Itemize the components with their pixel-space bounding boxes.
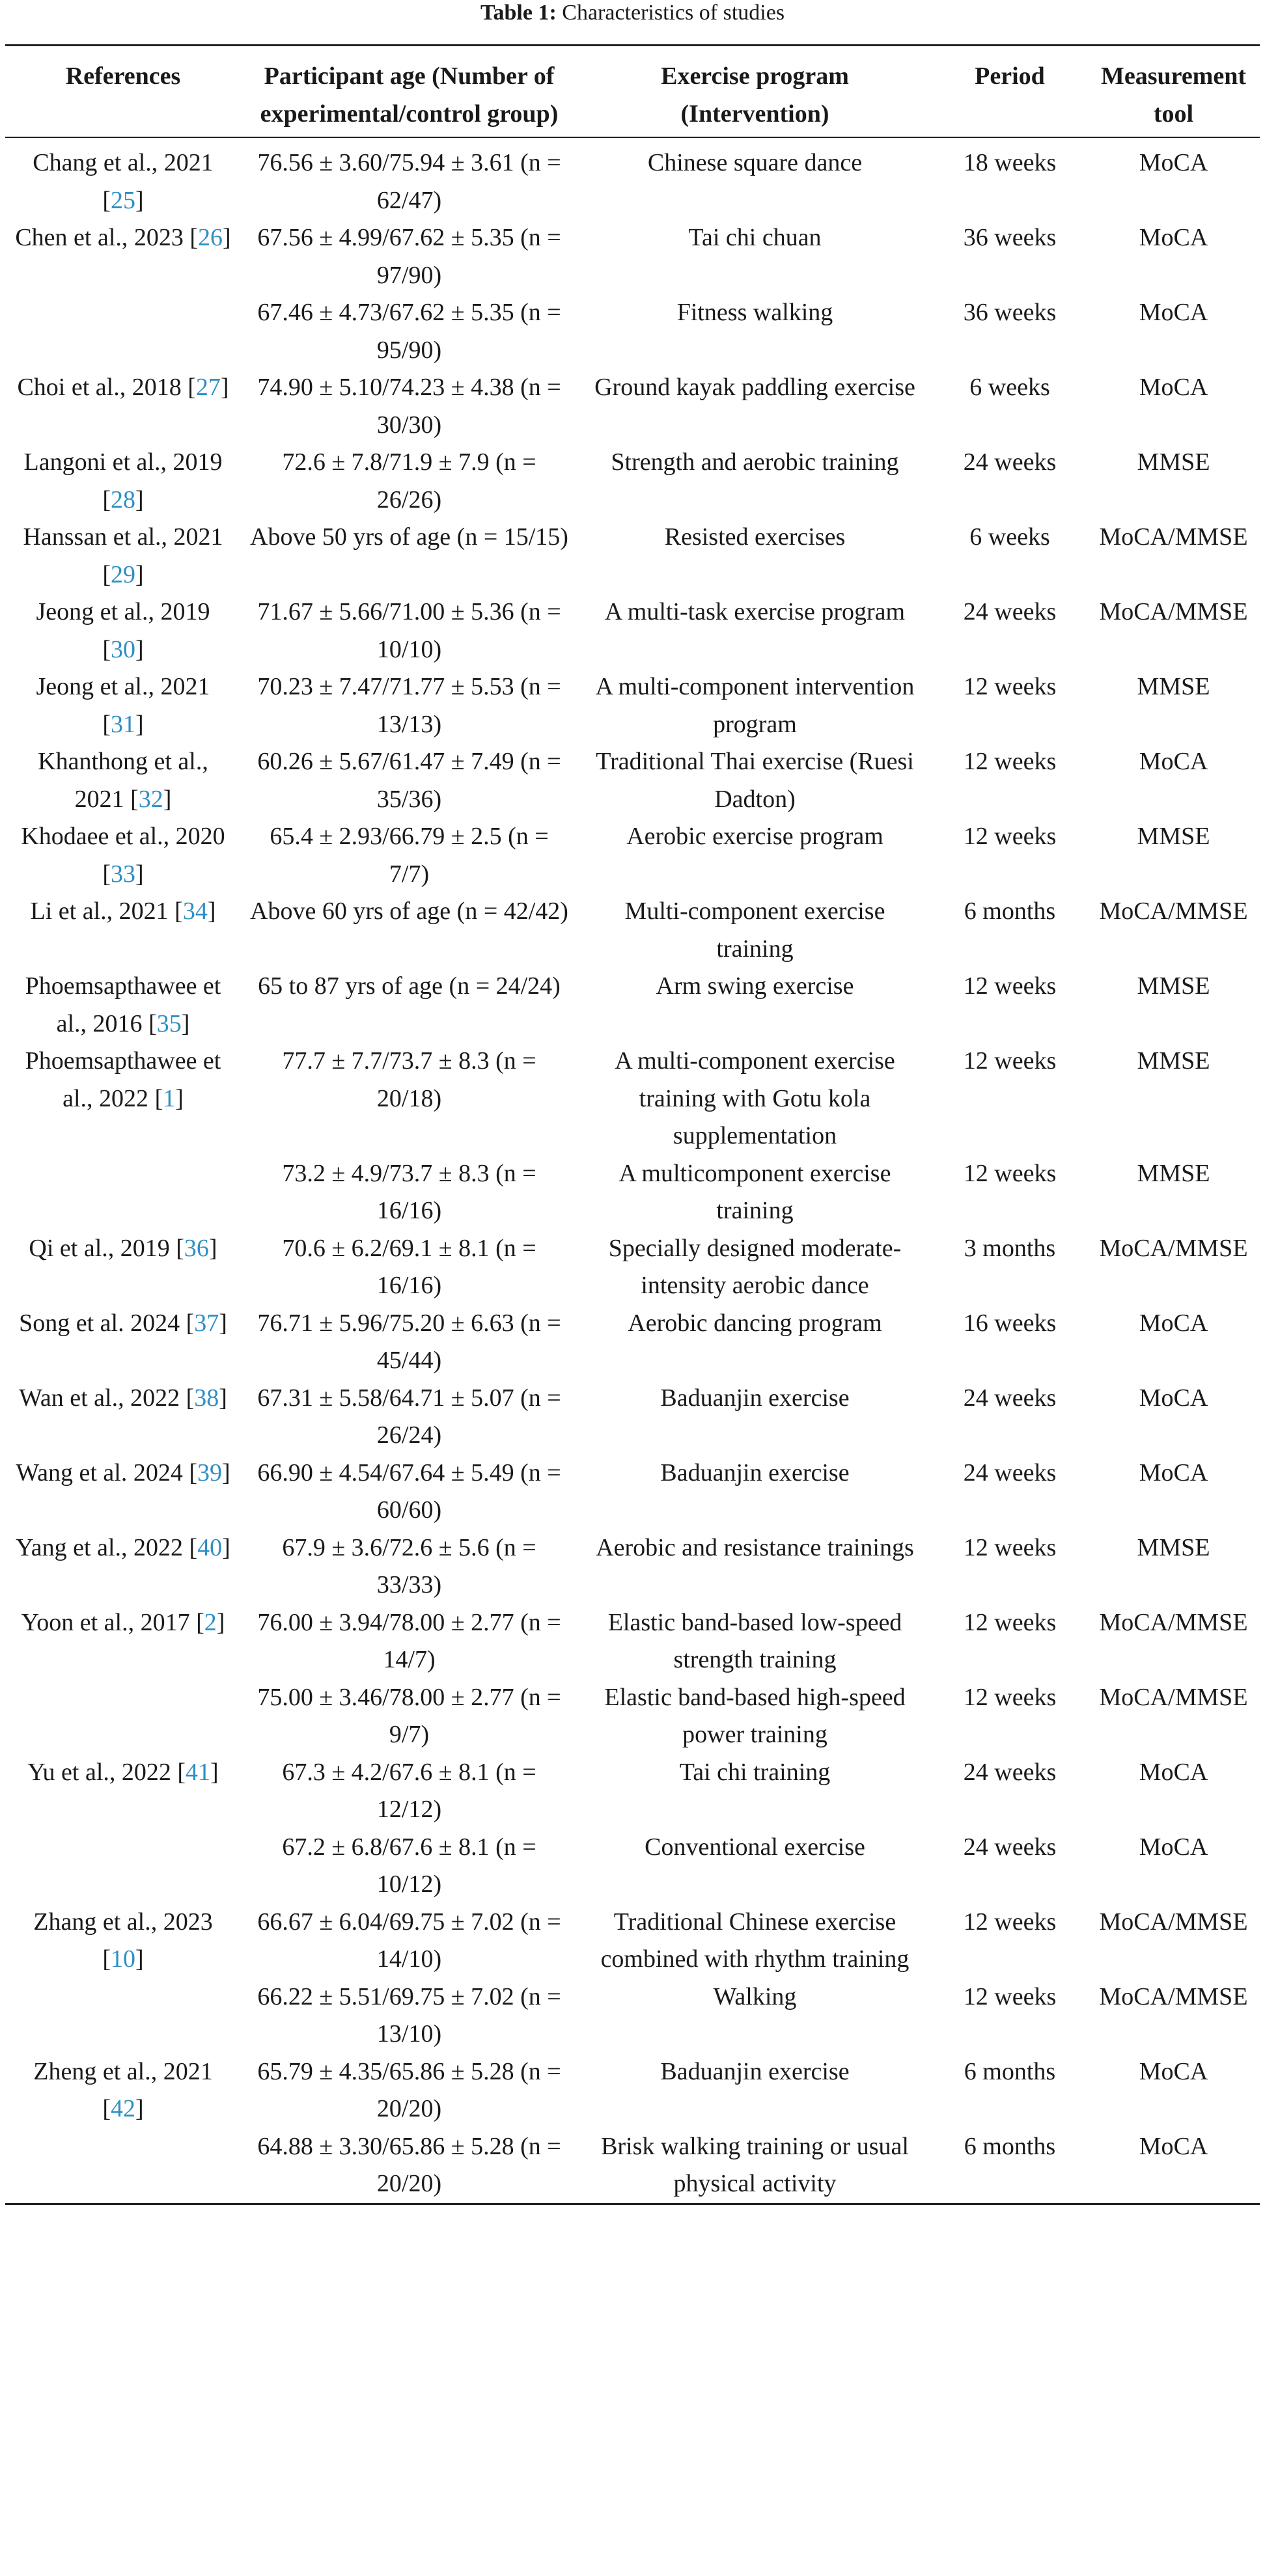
cell-reference: Qi et al., 2019 [36] [29,1234,217,1262]
header-period: Period [975,62,1045,90]
cell-reference [5,1679,241,1754]
cell-measurement-tool: MoCA/MMSE [1099,1234,1248,1262]
cell-exercise-program: Multi-component exercise training [624,897,885,963]
reference-text: Li et al., 2021 [30,897,169,925]
cell-period: 24 weeks [963,1833,1057,1861]
cell-measurement-tool: MoCA/MMSE [1099,1908,1248,1936]
header-participant-age: Participant age (Number of experimental/control group) [260,62,559,128]
cell-period: 12 weeks [963,1608,1057,1636]
cell-participant-age: Above 60 yrs of age (n = 42/42) [250,897,568,925]
cell-period: 24 weeks [963,1384,1057,1412]
cell-period: 12 weeks [963,823,1057,850]
table-row [5,968,1260,1043]
cell-exercise-program: A multi-component exercise training with Gotu kola supplementation [615,1047,895,1149]
cell-reference: Zheng et al., 2021 [42] [33,2057,213,2122]
table-row [5,1380,1260,1455]
cell-participant-age: 66.67 ± 6.04/69.75 ± 7.02 (n = 14/10) [257,1908,561,1973]
cell-reference: Song et al. 2024 [37] [19,1309,227,1337]
reference-text: Yang et al., 2022 [16,1533,184,1561]
table-row [5,743,1260,818]
cell-measurement-tool: MoCA [1139,149,1208,176]
header-exercise-program: Exercise program (Intervention) [661,62,849,128]
cell-measurement-tool: MoCA/MMSE [1099,1683,1248,1711]
citation-link[interactable]: 38 [194,1384,219,1412]
cell-reference: Langoni et al., 2019 [28] [23,448,223,514]
reference-text: Khanthong et al., 2021 [38,748,208,813]
cell-period: 16 weeks [963,1309,1057,1337]
cell-exercise-program: Walking [713,1982,797,2010]
citation-link[interactable]: 27 [195,374,221,401]
cell-reference [5,1829,241,1904]
reference-text: Song et al. 2024 [19,1309,180,1337]
cell-exercise-program: A multi-component intervention program [595,673,915,738]
table-row [5,1904,1260,1979]
table-row [5,137,1260,219]
table-row [5,444,1260,519]
cell-measurement-tool: MoCA [1139,2057,1208,2085]
table-row [5,369,1260,444]
cell-participant-age: 65 to 87 yrs of age (n = 24/24) [258,972,561,1000]
cell-reference: Choi et al., 2018 [27] [17,374,229,401]
reference-text: Langoni et al., 2019 [23,448,223,476]
table-row [5,2128,1260,2204]
table-row [5,1604,1260,1679]
cell-exercise-program: Brisk walking training or usual physical activity [601,2132,909,2197]
cell-reference [5,2128,241,2204]
cell-measurement-tool: MoCA [1139,1459,1208,1487]
cell-period: 6 weeks [969,523,1050,551]
cell-measurement-tool: MoCA [1139,1758,1208,1786]
cell-exercise-program: Tai chi training [679,1758,831,1786]
cell-reference: Jeong et al., 2021 [31] [36,673,210,738]
cell-measurement-tool: MoCA/MMSE [1099,897,1248,925]
cell-exercise-program: Tai chi chuan [688,224,822,251]
citation-link[interactable]: 34 [182,897,208,925]
cell-measurement-tool: MMSE [1137,1047,1210,1075]
cell-measurement-tool: MMSE [1137,1533,1210,1561]
cell-participant-age: 67.2 ± 6.8/67.6 ± 8.1 (n = 10/12) [282,1833,536,1898]
cell-period: 24 weeks [963,1758,1057,1786]
citation-link[interactable]: 37 [194,1309,219,1337]
table-row [5,1679,1260,1754]
cell-exercise-program: Aerobic exercise program [626,823,883,850]
reference-text: Zhang et al., 2023 [33,1908,213,1936]
reference-text: Jeong et al., 2019 [36,598,210,625]
cell-measurement-tool: MoCA [1139,748,1208,775]
citation-link[interactable]: 10 [111,1945,135,1973]
citation-link[interactable]: 29 [111,560,135,588]
cell-period: 12 weeks [963,748,1057,775]
cell-reference: Chang et al., 2021 [25] [33,149,214,214]
cell-participant-age: 75.00 ± 3.46/78.00 ± 2.77 (n = 9/7) [257,1683,561,1748]
caption-text: Characteristics of studies [562,1,785,25]
citation-link[interactable]: 31 [111,710,135,738]
cell-period: 12 weeks [963,972,1057,1000]
cell-reference: Yang et al., 2022 [40] [16,1533,230,1561]
cell-exercise-program: Baduanjin exercise [660,1459,850,1487]
citation-link[interactable]: 33 [111,860,135,888]
cell-period: 6 weeks [969,374,1050,401]
cell-participant-age: 70.23 ± 7.47/71.77 ± 5.53 (n = 13/13) [257,673,561,738]
citation-link[interactable]: 39 [197,1459,223,1487]
table-row [5,1529,1260,1604]
cell-participant-age: 67.3 ± 4.2/67.6 ± 8.1 (n = 12/12) [282,1758,536,1823]
cell-period: 12 weeks [963,1047,1057,1075]
table-row [5,1455,1260,1529]
citation-link[interactable]: 1 [163,1084,176,1112]
reference-text: Yoon et al., 2017 [21,1608,190,1636]
cell-reference: Yu et al., 2022 [41] [27,1758,219,1786]
cell-measurement-tool: MoCA [1139,2132,1208,2160]
cell-measurement-tool: MoCA [1139,1384,1208,1412]
cell-measurement-tool: MMSE [1137,673,1210,700]
reference-text: Phoemsapthawee et al., 2016 [25,972,221,1037]
citation-link[interactable]: 32 [138,785,163,813]
cell-period: 36 weeks [963,224,1057,251]
table-row [5,2053,1260,2128]
cell-period: 24 weeks [963,1459,1057,1487]
header-measurement-tool: Measurement tool [1100,62,1246,128]
reference-text: Zheng et al., 2021 [33,2057,213,2085]
cell-measurement-tool: MMSE [1137,1159,1210,1187]
cell-exercise-program: Elastic band-based low-speed strength training [607,1608,902,1673]
cell-participant-age: 73.2 ± 4.9/73.7 ± 8.3 (n = 16/16) [282,1159,536,1224]
citation-link[interactable]: 28 [111,486,135,514]
cell-reference: Khodaee et al., 2020 [33] [21,823,225,888]
table-row [5,1155,1260,1230]
cell-participant-age: 74.90 ± 5.10/74.23 ± 4.38 (n = 30/30) [257,374,561,439]
cell-period: 12 weeks [963,1533,1057,1561]
reference-text: Qi et al., 2019 [29,1234,170,1262]
table-row [5,1979,1260,2053]
cell-measurement-tool: MoCA/MMSE [1099,1982,1248,2010]
cell-period: 6 months [964,2057,1056,2085]
cell-measurement-tool: MMSE [1137,972,1210,1000]
table-row [5,1305,1260,1380]
cell-reference: Jeong et al., 2019 [30] [36,598,210,663]
cell-exercise-program: Baduanjin exercise [660,1384,850,1412]
characteristics-table [5,44,1260,2205]
cell-exercise-program: Aerobic dancing program [628,1309,882,1337]
cell-reference: Wan et al., 2022 [38] [19,1384,227,1412]
cell-measurement-tool: MoCA [1139,224,1208,251]
table-body [5,137,1260,2204]
table-caption [0,0,1265,31]
cell-period: 12 weeks [963,673,1057,700]
cell-period: 36 weeks [963,299,1057,326]
cell-period: 24 weeks [963,448,1057,476]
table-row [5,893,1260,968]
reference-text: Chen et al., 2023 [15,224,184,251]
cell-measurement-tool: MoCA [1139,374,1208,401]
cell-participant-age: 70.6 ± 6.2/69.1 ± 8.1 (n = 16/16) [282,1234,536,1299]
header-row [5,46,1260,138]
cell-exercise-program: Traditional Thai exercise (Ruesi Dadton) [596,748,914,813]
cell-exercise-program: Arm swing exercise [656,972,854,1000]
cell-exercise-program: Baduanjin exercise [660,2057,850,2085]
cell-reference [5,1979,241,2053]
cell-period: 6 months [964,897,1056,925]
reference-text: Hanssan et al., 2021 [23,523,223,551]
cell-participant-age: 66.90 ± 4.54/67.64 ± 5.49 (n = 60/60) [257,1459,561,1524]
cell-participant-age: 76.00 ± 3.94/78.00 ± 2.77 (n = 14/7) [257,1608,561,1673]
cell-reference [5,1155,241,1230]
citation-link[interactable]: 42 [111,2095,135,2122]
cell-measurement-tool: MoCA [1139,299,1208,326]
cell-exercise-program: Specially designed moderate-intensity aerobic dance [608,1234,902,1299]
header-references: References [65,62,181,90]
cell-exercise-program: A multicomponent exercise training [619,1159,891,1224]
cell-participant-age: 67.56 ± 4.99/67.62 ± 5.35 (n = 97/90) [257,224,561,289]
citation-link[interactable]: 41 [186,1758,211,1786]
cell-exercise-program: Strength and aerobic training [611,448,899,476]
cell-reference: Yoon et al., 2017 [2] [21,1608,225,1636]
cell-participant-age: 65.79 ± 4.35/65.86 ± 5.28 (n = 20/20) [257,2057,561,2122]
cell-reference: Khanthong et al., 2021 [32] [38,748,208,813]
cell-measurement-tool: MoCA [1139,1309,1208,1337]
cell-participant-age: 65.4 ± 2.93/66.79 ± 2.5 (n = 7/7) [270,823,549,888]
cell-period: 12 weeks [963,1982,1057,2010]
cell-period: 18 weeks [963,149,1057,176]
reference-text: Khodaee et al., 2020 [21,823,225,850]
reference-text: Jeong et al., 2021 [36,673,210,700]
citation-link[interactable]: 40 [197,1533,223,1561]
reference-text: Chang et al., 2021 [33,149,214,176]
cell-period: 24 weeks [963,598,1057,625]
cell-participant-age: 66.22 ± 5.51/69.75 ± 7.02 (n = 13/10) [257,1982,561,2048]
table-row [5,594,1260,668]
cell-reference: Phoemsapthawee et al., 2016 [35] [25,972,221,1037]
citation-link[interactable]: 2 [204,1608,217,1636]
cell-period: 12 weeks [963,1159,1057,1187]
table-row [5,519,1260,594]
table-row [5,818,1260,893]
cell-participant-age: 67.31 ± 5.58/64.71 ± 5.07 (n = 26/24) [257,1384,561,1449]
table-row [5,294,1260,369]
table-row [5,1829,1260,1904]
table-row [5,1043,1260,1155]
cell-participant-age: 72.6 ± 7.8/71.9 ± 7.9 (n = 26/26) [282,448,536,514]
cell-measurement-tool: MMSE [1137,823,1210,850]
cell-participant-age: 76.71 ± 5.96/75.20 ± 6.63 (n = 45/44) [257,1309,561,1374]
cell-participant-age: 77.7 ± 7.7/73.7 ± 8.3 (n = 20/18) [282,1047,536,1112]
cell-measurement-tool: MoCA/MMSE [1099,1608,1248,1636]
table-row [5,668,1260,743]
cell-exercise-program: Conventional exercise [645,1833,865,1861]
table-row [5,1754,1260,1829]
cell-exercise-program: Resisted exercises [664,523,846,551]
reference-text: Wang et al. 2024 [16,1459,183,1487]
cell-measurement-tool: MMSE [1137,448,1210,476]
cell-period: 12 weeks [963,1683,1057,1711]
cell-reference: Phoemsapthawee et al., 2022 [1] [25,1047,221,1112]
cell-measurement-tool: MoCA/MMSE [1099,598,1248,625]
reference-text: Yu et al., 2022 [27,1758,171,1786]
cell-participant-age: 76.56 ± 3.60/75.94 ± 3.61 (n = 62/47) [257,149,561,214]
cell-measurement-tool: MoCA/MMSE [1099,523,1248,551]
reference-text: Wan et al., 2022 [19,1384,180,1412]
cell-reference: Wang et al. 2024 [39] [16,1459,230,1487]
citation-link[interactable]: 35 [156,1009,182,1037]
cell-period: 3 months [964,1234,1056,1262]
cell-period: 6 months [964,2132,1056,2160]
cell-participant-age: 67.9 ± 3.6/72.6 ± 5.6 (n = 33/33) [282,1533,536,1598]
citation-link[interactable]: 26 [198,224,223,251]
cell-exercise-program: Ground kayak paddling exercise [594,374,915,401]
citation-link[interactable]: 25 [111,186,135,214]
cell-reference: Zhang et al., 2023 [10] [33,1908,213,1973]
cell-exercise-program: Traditional Chinese exercise combined with rhythm training [600,1908,910,1973]
cell-participant-age: 71.67 ± 5.66/71.00 ± 5.36 (n = 10/10) [257,598,561,663]
cell-reference [5,294,241,369]
cell-exercise-program: A multi-task exercise program [604,598,906,625]
cell-exercise-program: Fitness walking [676,299,833,326]
caption-label: Table 1: [480,1,557,25]
cell-period: 12 weeks [963,1908,1057,1936]
reference-text: Phoemsapthawee et al., 2022 [25,1047,221,1112]
table-row [5,219,1260,294]
cell-participant-age: Above 50 yrs of age (n = 15/15) [250,523,568,551]
cell-reference: Li et al., 2021 [34] [30,897,216,925]
cell-participant-age: 64.88 ± 3.30/65.86 ± 5.28 (n = 20/20) [257,2132,561,2197]
cell-exercise-program: Elastic band-based high-speed power training [604,1683,906,1748]
cell-reference: Chen et al., 2023 [26] [15,224,231,251]
citation-link[interactable]: 30 [111,635,135,663]
cell-reference: Hanssan et al., 2021 [29] [23,523,223,588]
cell-exercise-program: Aerobic and resistance trainings [596,1533,914,1561]
table-row [5,1230,1260,1305]
cell-participant-age: 60.26 ± 5.67/61.47 ± 7.49 (n = 35/36) [257,748,561,813]
cell-exercise-program: Chinese square dance [647,149,863,176]
reference-text: Choi et al., 2018 [17,374,182,401]
cell-measurement-tool: MoCA [1139,1833,1208,1861]
cell-participant-age: 67.46 ± 4.73/67.62 ± 5.35 (n = 95/90) [257,299,561,364]
citation-link[interactable]: 36 [184,1234,209,1262]
